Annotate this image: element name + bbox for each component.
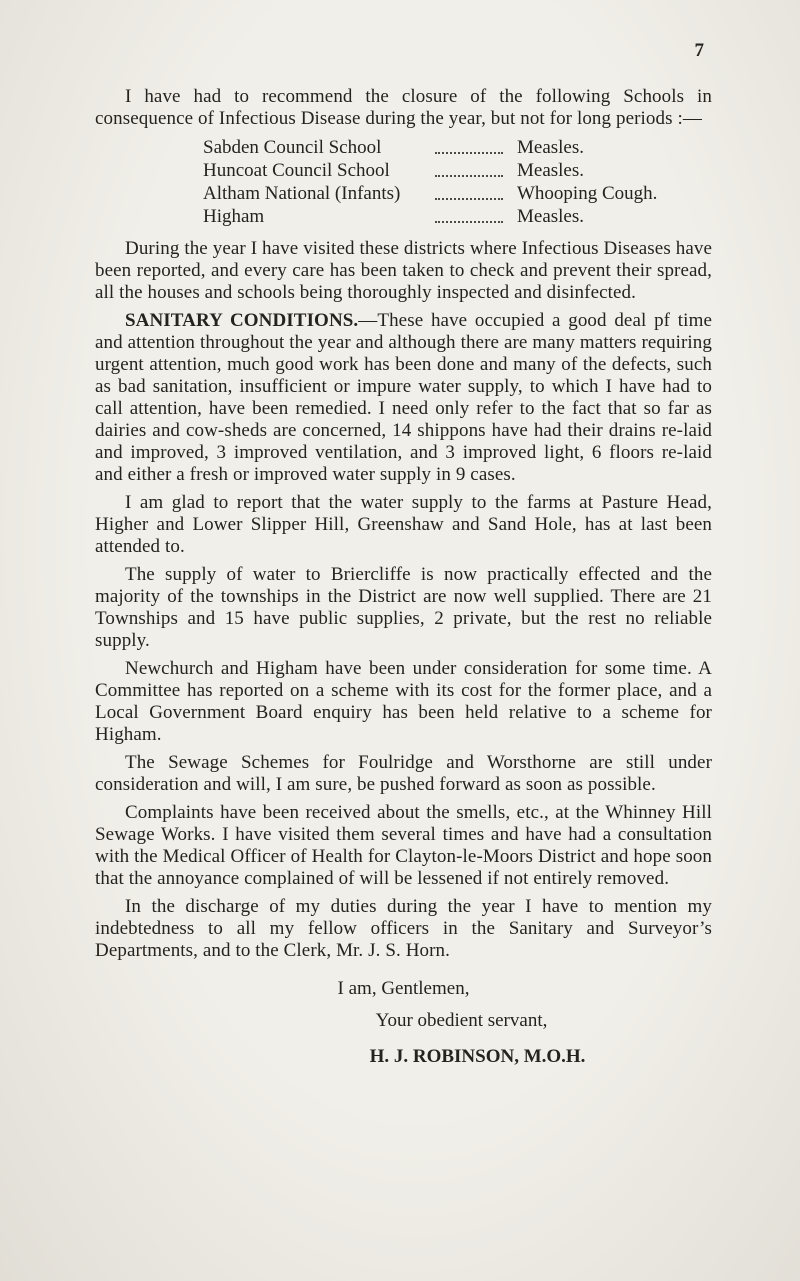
school-closure-list — [95, 136, 712, 228]
school-name: Altham National (Infants) — [203, 183, 401, 204]
paragraph-intro: I have had to recommend the closure of the following Schools in consequence of Infectious Disease during the year, but not for long periods :— — [95, 86, 712, 129]
dotted-leader — [435, 175, 503, 177]
paragraph-sanitary-conditions — [95, 310, 712, 486]
school-row — [203, 159, 712, 182]
school-name: Sabden Council School — [203, 137, 382, 158]
paragraph-sewage-schemes: The Sewage Schemes for Foulridge and Worsthorne are still under consideration and will, I am sure, be pushed forward as soon as possible. — [95, 752, 712, 795]
school-row — [203, 205, 712, 228]
disease-name: Whooping Cough. — [517, 183, 658, 204]
paragraph-newchurch-higham: Newchurch and Higham have been under consideration for some time. A Committee has reported on a scheme with its cost for the former place, and a Local Government Board enquiry has been held relative to a scheme for Higham. — [95, 658, 712, 745]
paragraph-acknowledgements: In the discharge of my duties during the year I have to mention my indebtedness to all my fellow officers in the Sanitary and Surveyor’s Departments, and to the Clerk, Mr. J. S. Horn. — [95, 896, 712, 961]
sanitary-conditions-text: —These have occupied a good deal pf time and attention throughout the year and although there are many matters requiring urgent attention, much good work has been done and many of the defects, such as bad sanitation, insufficient or impure water supply, to which I have had to call attention, have been remedied. I need only refer to the fact that so far as dairies and cow-sheds are concerned, 14 shippons have had their drains re-laid and improved, 3 improved ventilation, and 3 improved light, 6 floors re-laid and either a fresh or improved water supply in 9 cases. — [95, 310, 712, 485]
dotted-leader — [435, 152, 503, 154]
school-row — [203, 136, 712, 159]
paragraph-farm-water-supply: I am glad to report that the water supply to the farms at Pasture Head, Higher and Lower Slipper Hill, Greenshaw and Sand Hole, has at last been attended to. — [95, 492, 712, 557]
dotted-leader — [435, 221, 503, 223]
school-name: Higham — [203, 206, 265, 227]
section-heading-sanitary-conditions: SANITARY CONDITIONS. — [125, 310, 359, 331]
disease-name: Measles. — [517, 160, 585, 181]
school-row — [203, 182, 712, 205]
closing-valediction: Your obedient servant, — [375, 1010, 548, 1031]
closing-signature: H. J. ROBINSON, M.O.H. — [369, 1046, 586, 1067]
closing-salutation: I am, Gentlemen, — [337, 978, 470, 999]
page-number: 7 — [694, 40, 704, 61]
paragraph-inspection: During the year I have visited these districts where Infectious Diseases have been reported, and every care has been taken to check and prevent their spread, all the houses and schools being thoroughly inspected and disinfected. — [95, 238, 712, 303]
disease-name: Measles. — [517, 206, 585, 227]
paragraph-whinney-hill: Complaints have been received about the smells, etc., at the Whinney Hill Sewage Works. I have visited them several times and have had a consultation with the Medical Officer of Health for Clayton-le-Moors District and hope soon that the annoyance complained of will be lessened if not entirely removed. — [95, 802, 712, 889]
letter-closing — [95, 978, 712, 1068]
disease-name: Measles. — [517, 137, 585, 158]
school-name: Huncoat Council School — [203, 160, 390, 181]
dotted-leader — [435, 198, 503, 200]
paragraph-briercliffe-supply: The supply of water to Briercliffe is now practically effected and the majority of the townships in the District are now well supplied. There are 21 Townships and 15 have public supplies, 2 private, but the rest no reliable supply. — [95, 564, 712, 651]
